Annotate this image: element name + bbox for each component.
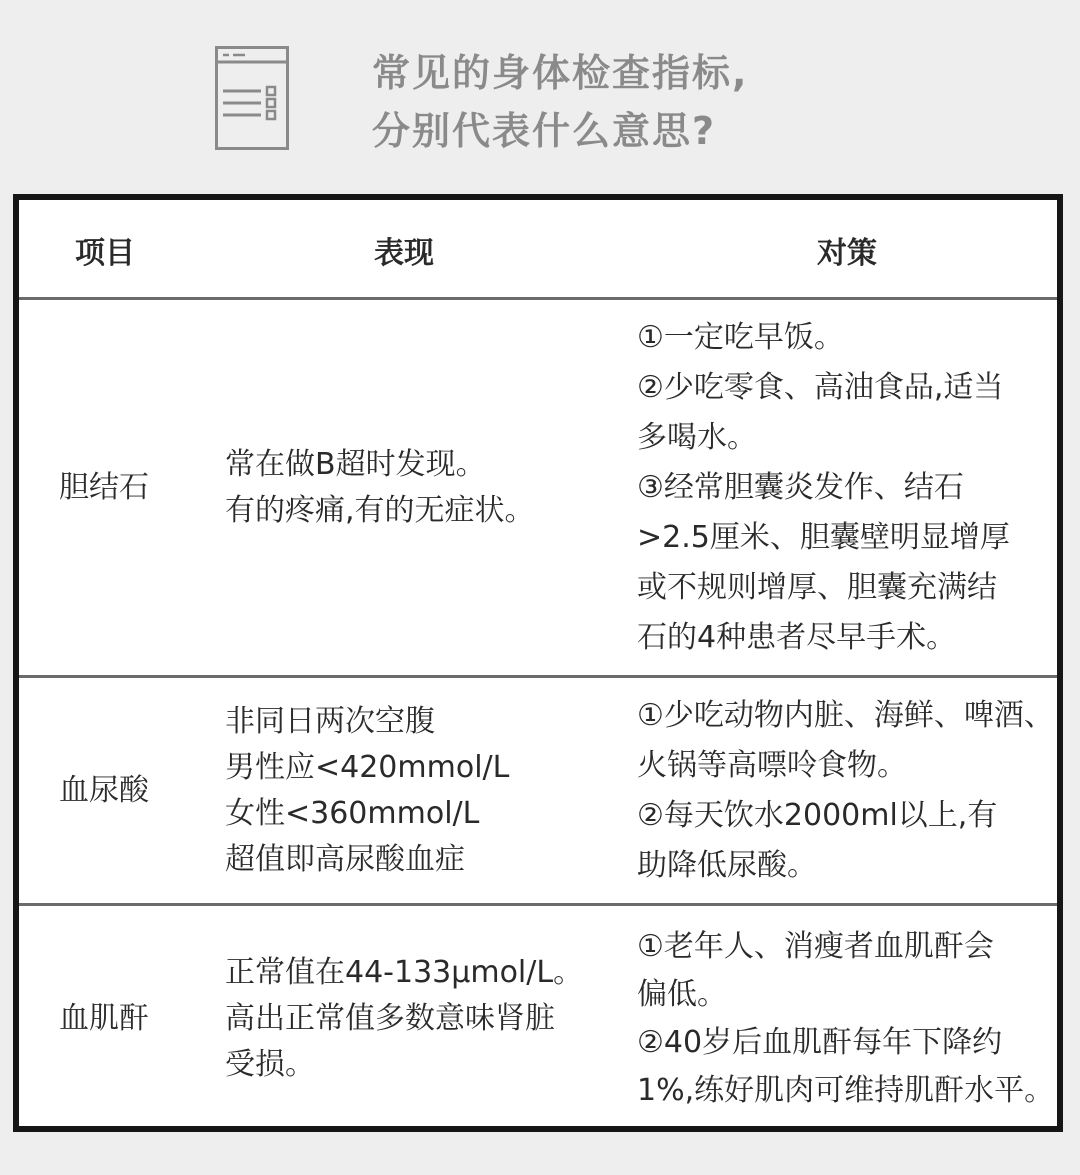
countermeasure-cell — [637, 300, 1057, 675]
countermeasure-line: 多喝水。 — [637, 419, 757, 455]
countermeasure-line: ②40岁后血肌酐每年下降约 — [637, 1025, 1003, 1060]
table-row — [19, 297, 1057, 675]
countermeasure-line: ②少吃零食、高油食品,适当 — [637, 369, 1004, 405]
header-performance: 表现 — [374, 236, 434, 271]
performance-line: 受损。 — [225, 1047, 315, 1082]
table-row — [19, 903, 1057, 1132]
countermeasure-line: 助降低尿酸。 — [637, 847, 817, 883]
header-countermeasures: 对策 — [817, 236, 877, 271]
table-row — [19, 675, 1057, 903]
performance-line: 超值即高尿酸血症 — [225, 841, 465, 877]
performance-line: 女性<360mmol/L — [225, 795, 480, 831]
performance-line: 男性应<420mmol/L — [225, 749, 510, 785]
header-item: 项目 — [75, 236, 135, 271]
countermeasure-line: ①一定吃早饭。 — [637, 319, 844, 355]
countermeasure-line: 或不规则增厚、胆囊充满结 — [637, 569, 997, 605]
countermeasure-line: 火锅等高嘌呤食物。 — [637, 747, 907, 783]
countermeasure-cell — [637, 678, 1057, 903]
item-cell: 血尿酸 — [59, 772, 149, 808]
title-line-2: 分别代表什么意思? — [372, 109, 717, 153]
performance-line: 非同日两次空腹 — [225, 703, 435, 739]
item-cell: 血肌酐 — [59, 1001, 149, 1036]
header — [0, 0, 1080, 195]
countermeasure-line: 石的4种患者尽早手术。 — [637, 619, 957, 655]
page-title — [372, 44, 748, 160]
countermeasure-line: 偏低。 — [637, 977, 727, 1012]
performance-line: 有的疼痛,有的无症状。 — [225, 492, 535, 528]
title-line-1: 常见的身体检查指标, — [372, 51, 749, 95]
countermeasure-cell — [637, 906, 1067, 1132]
countermeasure-line: ②每天饮水2000ml以上,有 — [637, 797, 998, 833]
countermeasure-line: ③经常胆囊炎发作、结石 — [637, 469, 964, 505]
countermeasure-line: ①少吃动物内脏、海鲜、啤酒、 — [637, 697, 1054, 733]
performance-line: 高出正常值多数意味肾脏 — [225, 1001, 555, 1036]
performance-cell — [225, 300, 625, 675]
countermeasure-line: >2.5厘米、胆囊壁明显增厚 — [637, 519, 1010, 555]
performance-cell — [225, 906, 625, 1132]
performance-cell — [225, 678, 625, 903]
item-cell: 胆结石 — [59, 469, 149, 505]
indicators-table — [13, 194, 1063, 1132]
countermeasure-line: ①老年人、消瘦者血肌酐会 — [637, 929, 994, 964]
document-list-icon — [215, 46, 289, 150]
performance-line: 常在做B超时发现。 — [225, 446, 486, 482]
performance-line: 正常值在44-133μmol/L。 — [225, 955, 584, 990]
table-header-row — [19, 200, 1057, 300]
countermeasure-line: 1%,练好肌肉可维持肌酐水平。 — [637, 1073, 1055, 1108]
